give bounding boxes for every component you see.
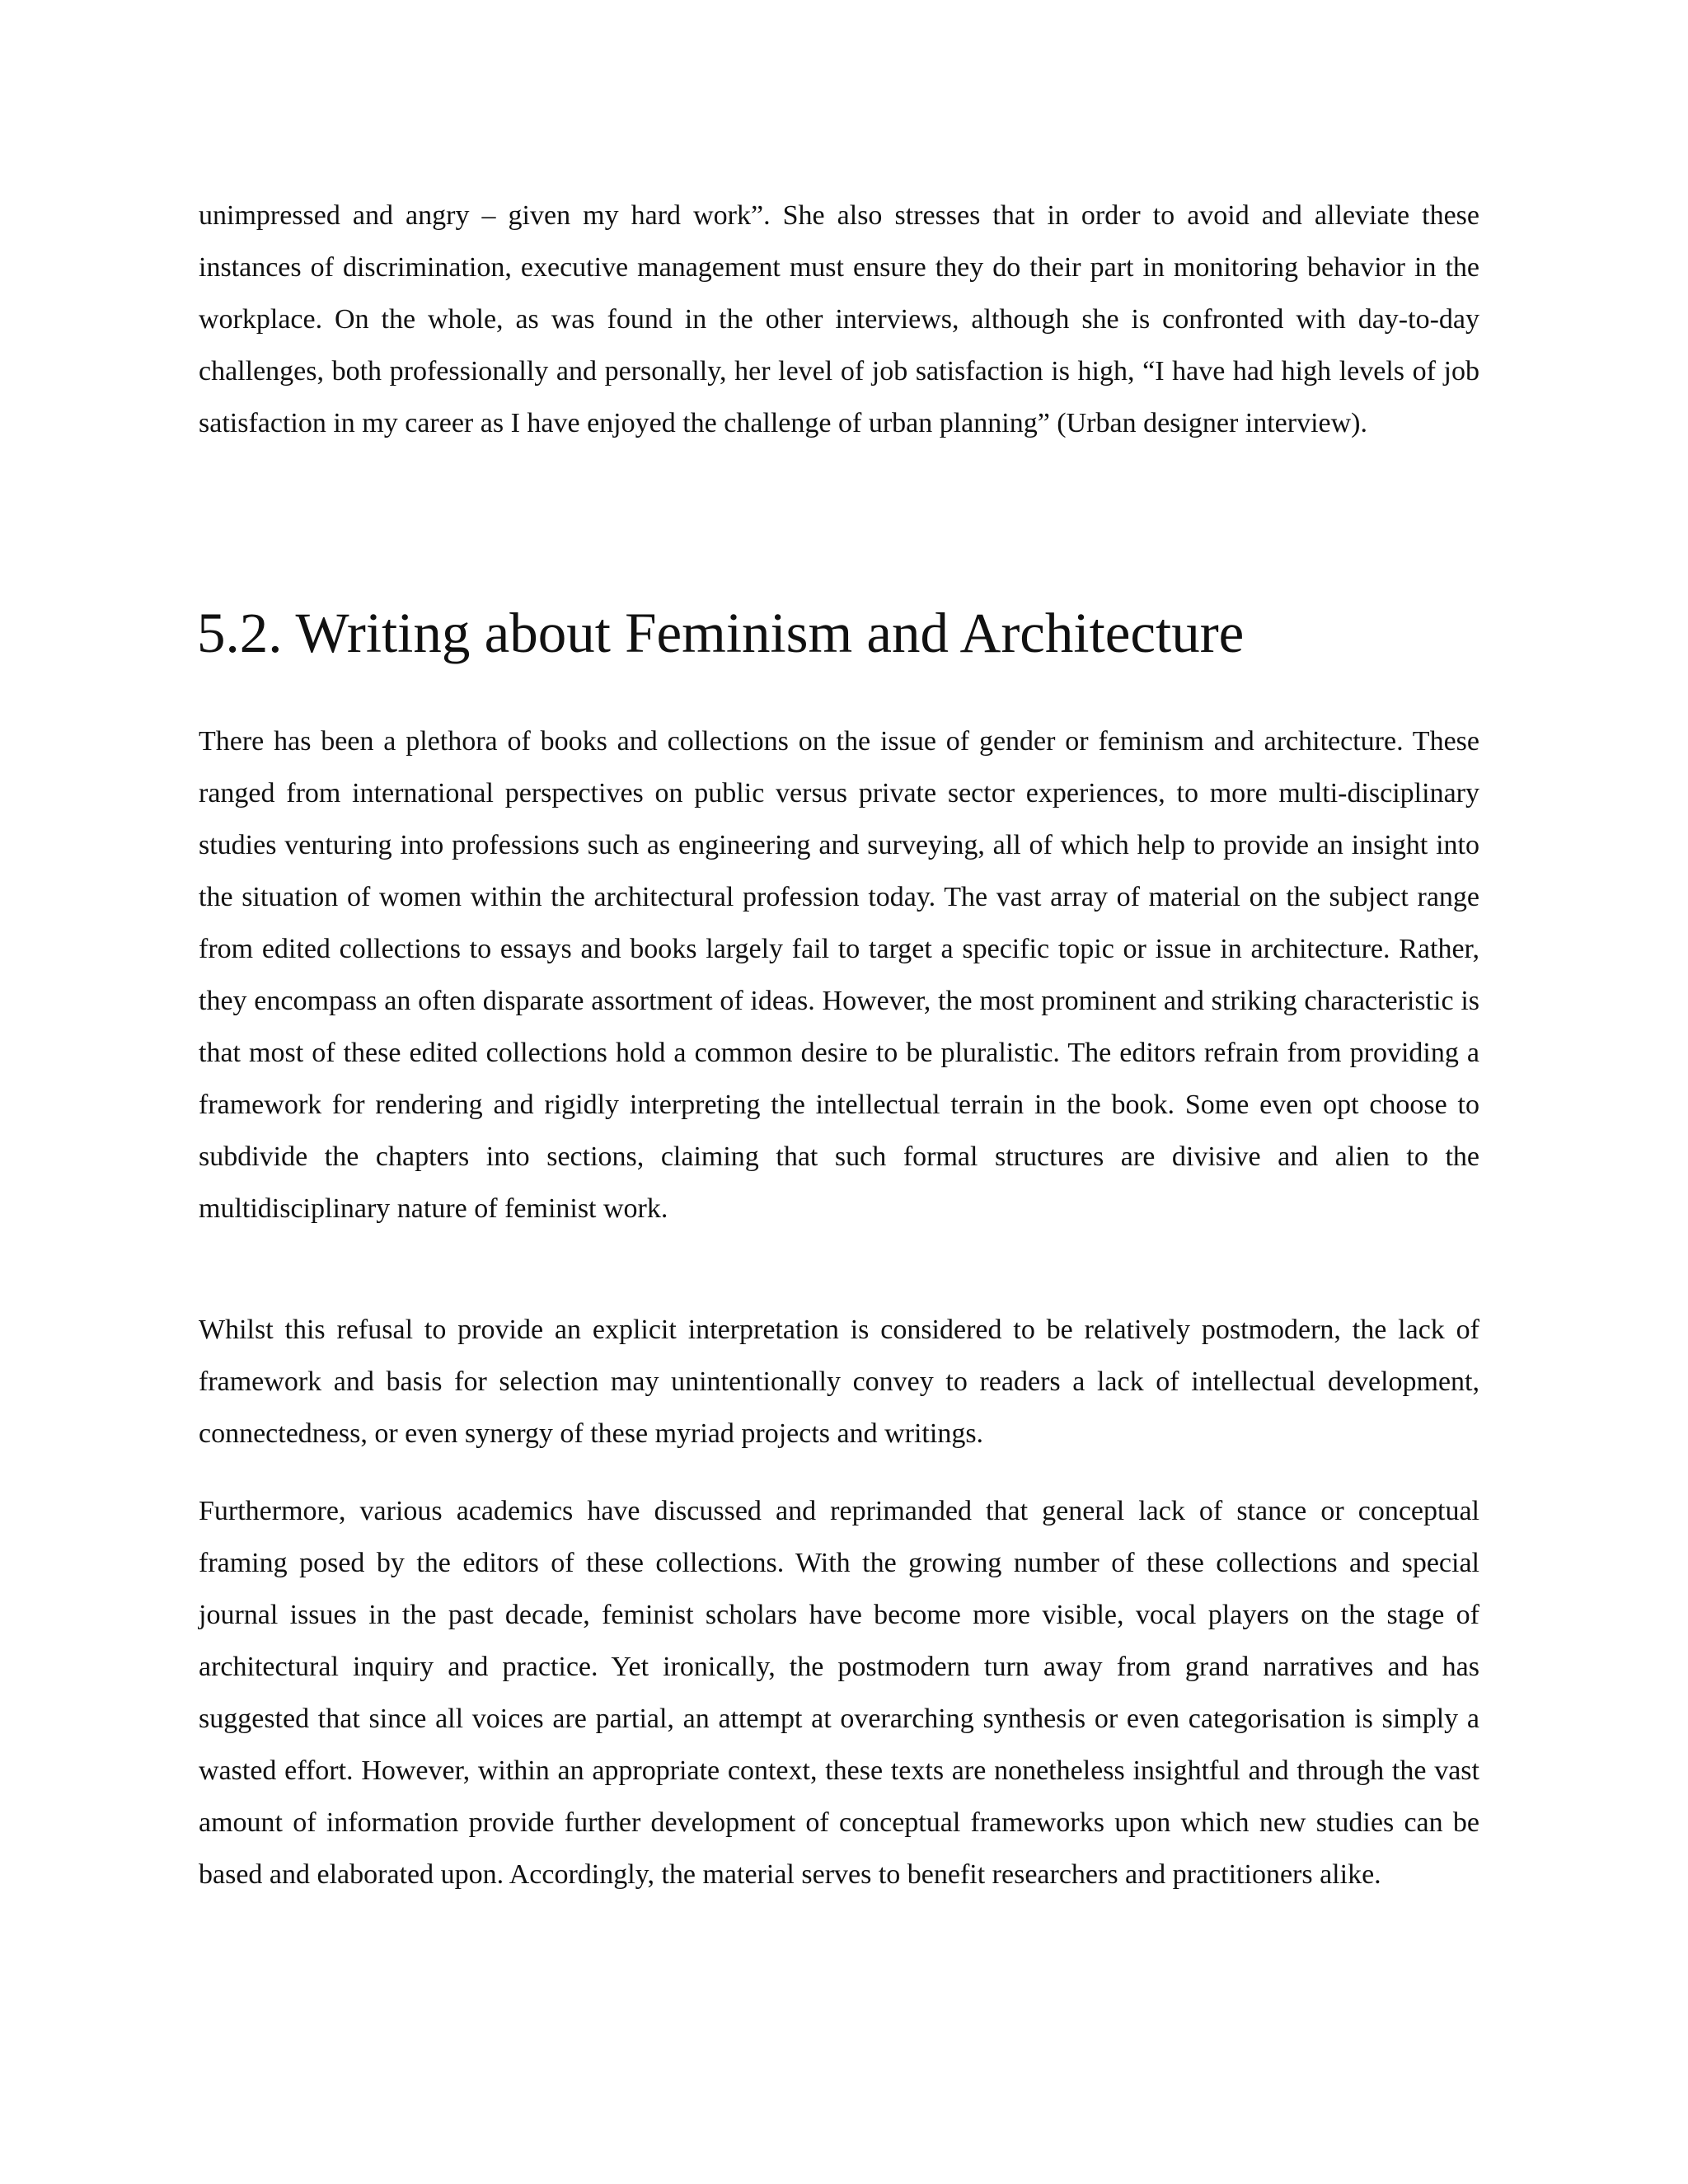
body-paragraph: Furthermore, various academics have discussed and reprimanded that general lack of stance or conceptual framing posed by the editors of these collections. With the growing number of these collections and special journal issues in the past decade, feminist scholars have become more visible, vocal players on the stage of architectural inquiry and practice. Yet ironically, the postmodern turn away from grand narratives and has suggested that since all voices are partial, an attempt at overarching synthesis or even categorisation is simply a wasted effort. However, within an appropriate context, these texts are nonetheless insightful and through the vast amount of information provide further development of conceptual frameworks upon which new studies can be based and elaborated upon. Accordingly, the material serves to benefit researchers and practitioners alike. xyxy=(199,1496,1479,1890)
body-paragraph: Whilst this refusal to provide an explicit interpretation is considered to be relatively postmodern, the lack of framework and basis for selection may unintentionally convey to readers a lack of intellectual development, connectedness, or even synergy of these myriad projects and writings. xyxy=(199,1315,1479,1449)
section-heading: 5.2. Writing about Feminism and Architecture xyxy=(197,602,1245,664)
body-paragraph: There has been a plethora of books and collections on the issue of gender or feminism and architecture. These ranged from international perspectives on public versus private sector experiences, to more multi-disciplinary studies venturing into professions such as engineering and surveying, all of which help to provide an insight into the situation of women within the architectural profession today. The vast array of material on the subject range from edited collections to essays and books largely fail to target a specific topic or issue in architecture. Rather, they encompass an often disparate assortment of ideas. However, the most prominent and striking characteristic is that most of these edited collections hold a common desire to be pluralistic. The editors refrain from providing a framework for rendering and rigidly interpreting the intellectual terrain in the book. Some even opt choose to subdivide the chapters into sections, claiming that such formal structures are divisive and alien to the multidisciplinary nature of feminist work. xyxy=(199,726,1479,1224)
continued-paragraph: unimpressed and angry – given my hard work”. She also stresses that in order to avoid and alleviate these instances of discrimination, executive management must ensure they do their part in monitoring behavior in the workplace. On the whole, as was found in the other interviews, although she is confronted with day-to-day challenges, both professionally and personally, her level of job satisfaction is high, “I have had high levels of job satisfaction in my career as I have enjoyed the challenge of urban planning” (Urban designer interview). xyxy=(199,200,1479,438)
